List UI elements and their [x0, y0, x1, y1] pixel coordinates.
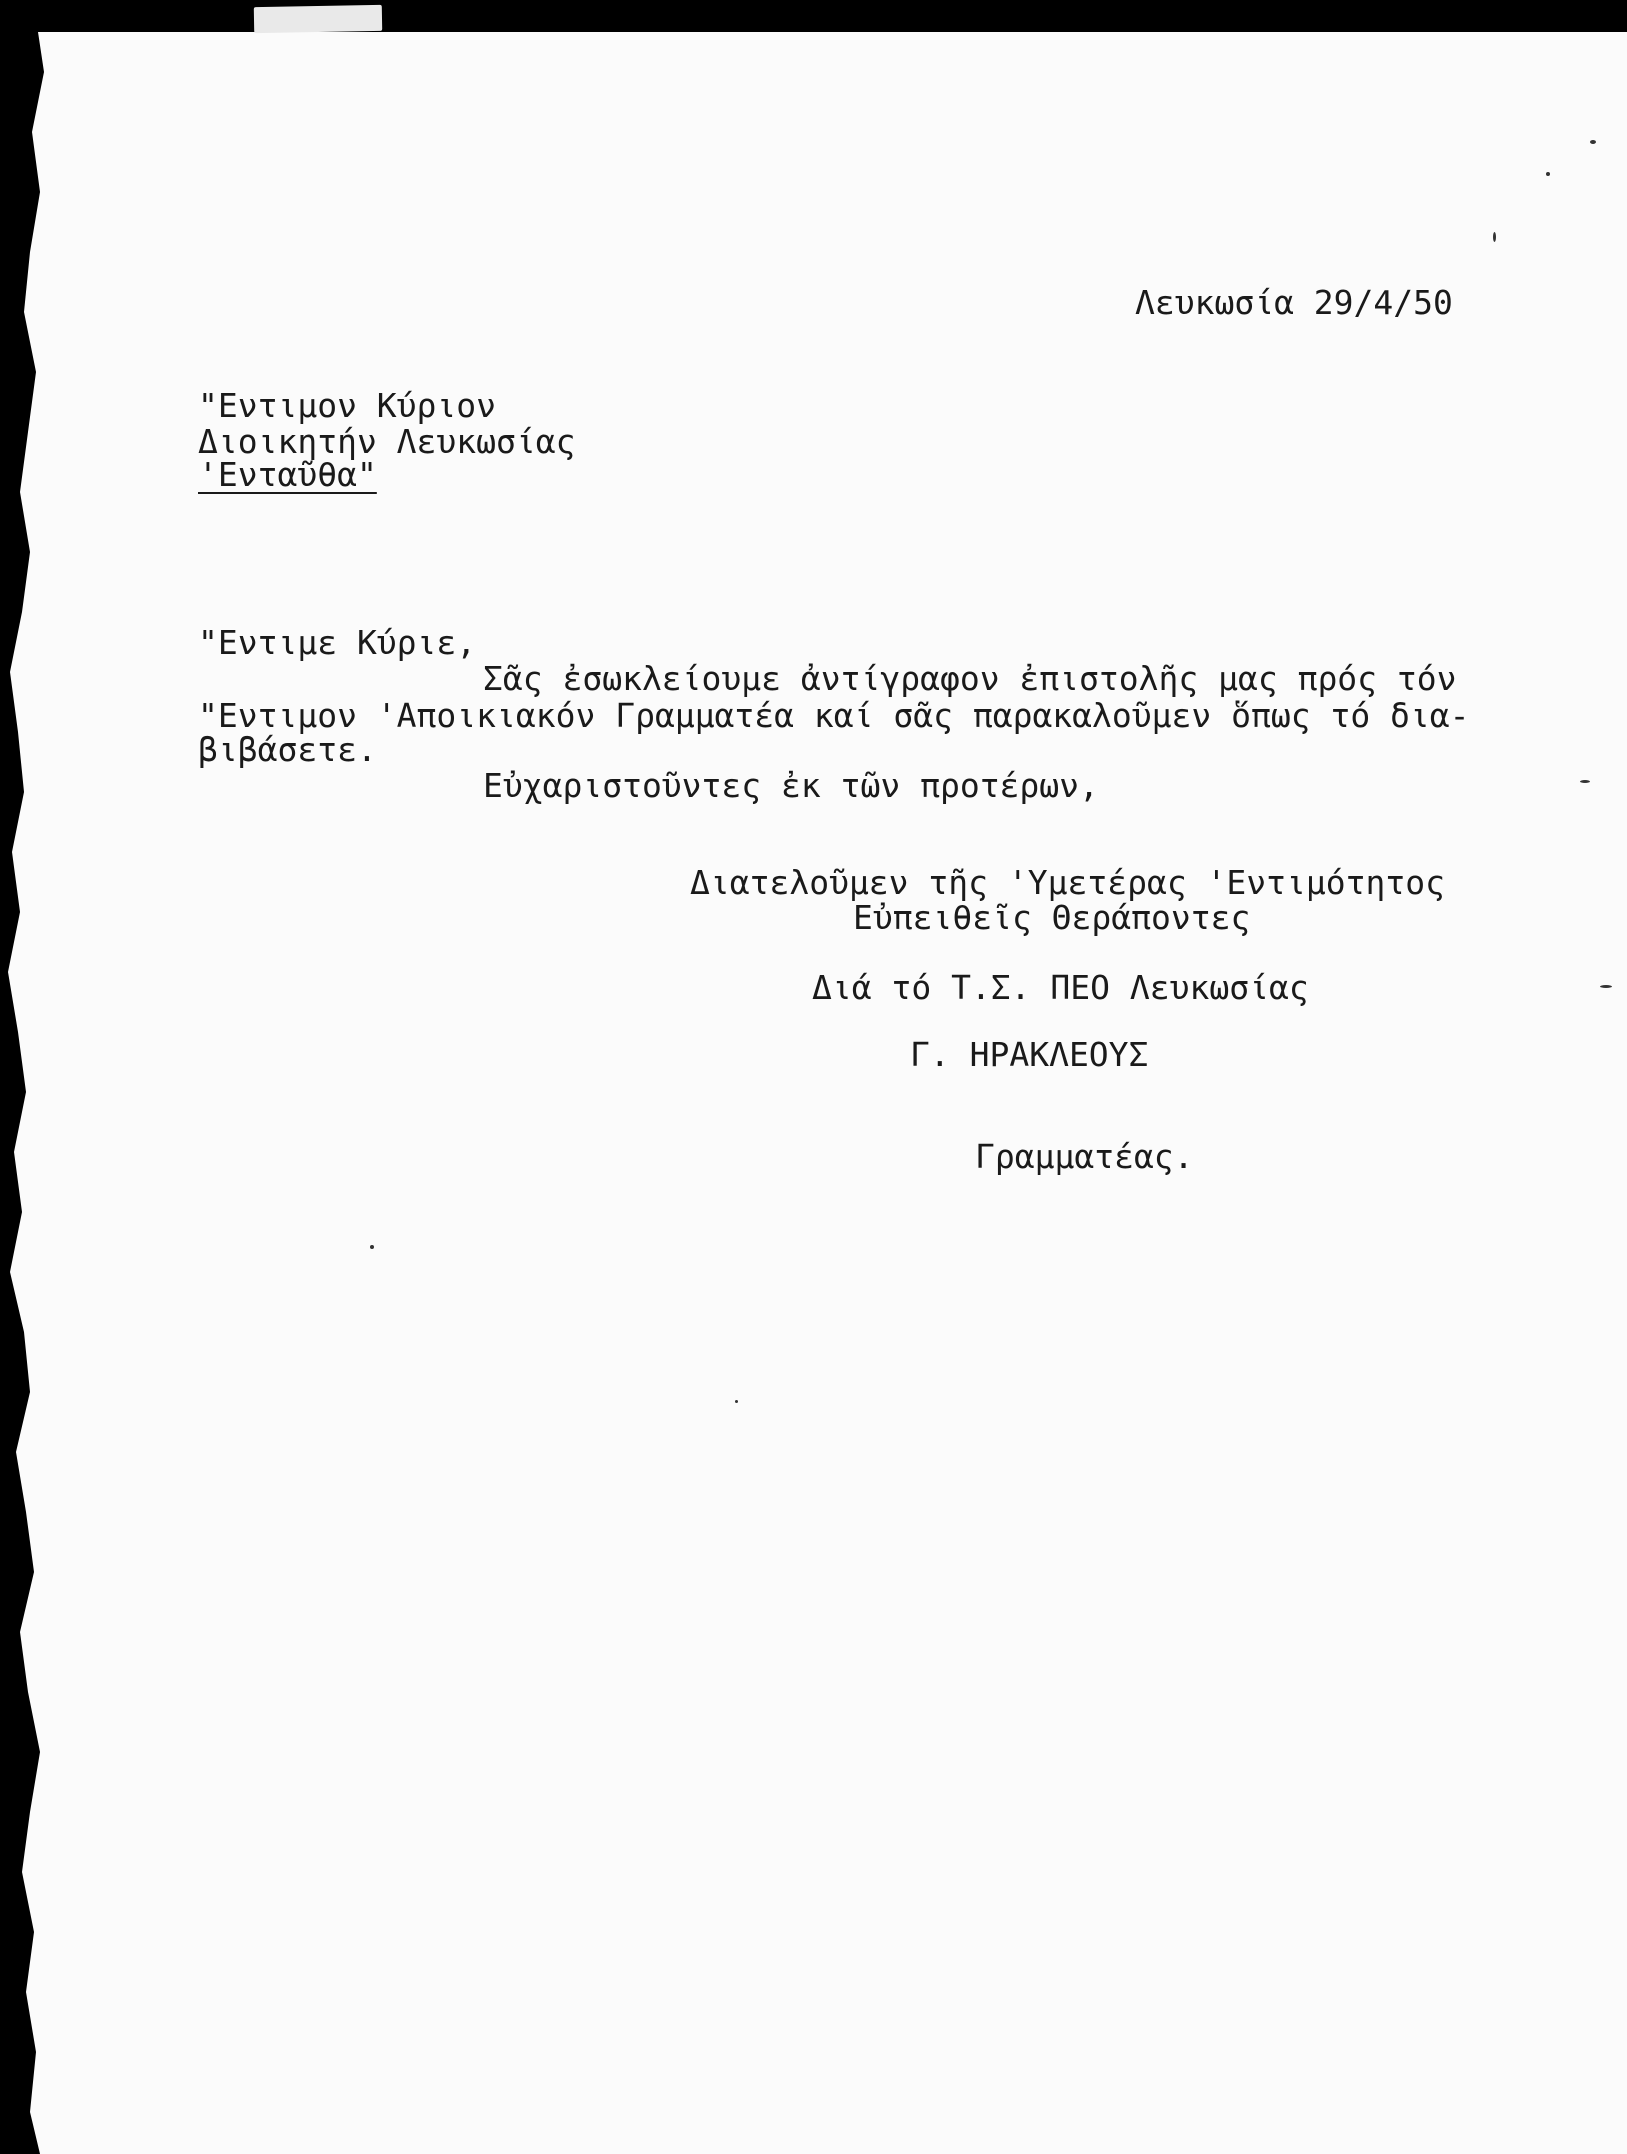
speck: [1600, 985, 1612, 988]
letter-date: Λευκωσία 29/4/50: [1135, 283, 1453, 322]
salutation: "Εντιμε Κύριε,: [198, 623, 477, 662]
on-behalf-line: Διά τό Τ.Σ. ΠΕΟ Λευκωσίας: [812, 968, 1309, 1007]
signatory-name: Γ. ΗΡΑΚΛΕΟΥΣ: [910, 1035, 1149, 1074]
speck: [1590, 140, 1596, 144]
body-line-4: Εὐχαριστοῦντες ἐκ τῶν προτέρων,: [483, 766, 1099, 805]
speck: [370, 1245, 374, 1249]
closing-line-1: Διατελοῦμεν τῆς 'Υμετέρας 'Εντιμότητος: [690, 863, 1445, 902]
addressee-line-2: Διοικητήν Λευκωσίας: [198, 422, 576, 461]
speck: [1493, 232, 1496, 242]
speck: [735, 1400, 738, 1403]
closing-line-2: Εὐπειθεῖς Θεράποντες: [853, 898, 1251, 937]
signatory-title: Γραμματέας.: [975, 1137, 1194, 1176]
body-line-1: Σᾶς ἐσωκλείουμε ἀντίγραφον ἐπιστολῆς μας πρός τόν: [483, 659, 1457, 698]
speck: [1580, 780, 1590, 783]
speck: [1546, 172, 1550, 176]
paper-sheet: [0, 32, 1627, 2154]
body-line-2: "Εντιμον 'Αποικιακόν Γραμματέα καί σᾶς παρακαλοῦμεν ὅπως τό δια-: [198, 696, 1470, 735]
addressee-line-3: 'Ενταῦθα": [198, 455, 377, 494]
addressee-line-1: "Εντιμον Κύριον: [198, 386, 497, 425]
body-line-3: βιβάσετε.: [198, 730, 377, 769]
tape-strip: [254, 5, 382, 33]
